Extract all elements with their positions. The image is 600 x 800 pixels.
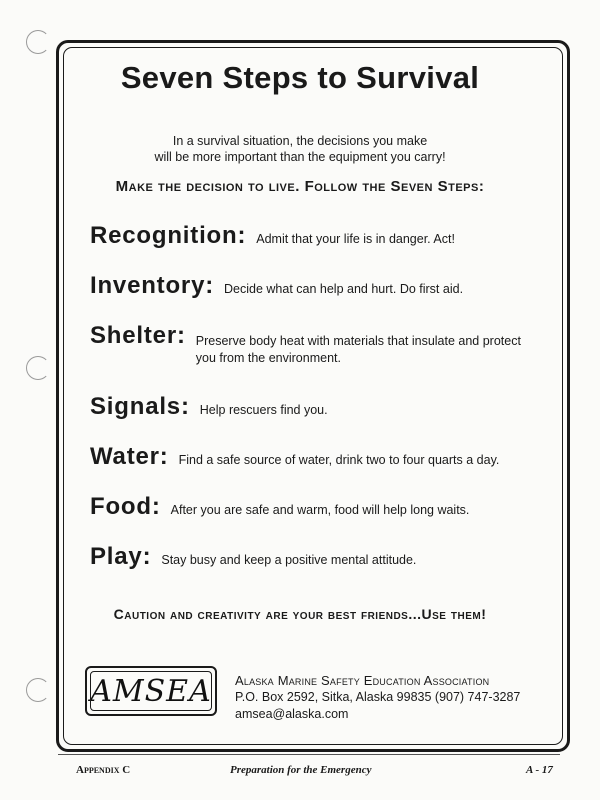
amsea-logo <box>85 666 217 716</box>
association-name: Alaska Marine Safety Education Association <box>235 673 490 688</box>
page-title: Seven Steps to Survival <box>120 60 480 95</box>
step-recognition <box>90 222 530 250</box>
step-name: Play: <box>90 543 152 570</box>
association-info <box>235 672 520 723</box>
page-number: A - 17 <box>526 764 553 776</box>
step-food <box>90 493 530 521</box>
footer-title: Preparation for the Emergency <box>230 764 372 776</box>
directive-heading: Make the decision to live. Follow the Seven Steps: <box>115 178 485 195</box>
logo-text: AMSEA <box>90 673 212 709</box>
footer-appendix: Appendix C <box>76 764 131 776</box>
step-inventory <box>90 272 530 300</box>
step-name: Inventory: <box>90 272 215 299</box>
step-name: Shelter: <box>90 322 186 349</box>
closing-statement: Caution and creativity are your best friends...Use them! <box>113 606 487 622</box>
step-water <box>90 443 530 471</box>
binder-hole <box>26 678 50 702</box>
intro-line: In a survival situation, the decisions you make <box>172 134 428 148</box>
association-email: amsea@alaska.com <box>235 707 349 721</box>
step-description: Find a safe source of water, drink two to four quarts a day. <box>178 453 500 467</box>
step-signals <box>90 393 530 421</box>
step-description: Stay busy and keep a positive mental attitude. <box>161 553 417 567</box>
step-description: Preserve body heat with materials that insulate and protect you from the environment. <box>195 334 521 365</box>
binder-hole <box>26 356 50 380</box>
step-description: Admit that your life is in danger. Act! <box>256 232 455 246</box>
step-description: After you are safe and warm, food will help long waits. <box>170 503 470 517</box>
step-name: Water: <box>90 443 169 470</box>
step-name: Signals: <box>90 393 190 420</box>
step-name: Food: <box>90 493 161 520</box>
step-play <box>90 543 530 571</box>
association-address: P.O. Box 2592, Sitka, Alaska 99835 (907) 747-3287 <box>235 690 521 704</box>
intro-text <box>0 133 600 165</box>
footer-divider <box>58 754 560 755</box>
step-description: Help rescuers find you. <box>199 403 328 417</box>
step-name: Recognition: <box>90 222 247 249</box>
step-description: Decide what can help and hurt. Do first aid. <box>224 282 464 296</box>
step-shelter <box>90 322 530 367</box>
binder-hole <box>26 30 50 54</box>
intro-line: will be more important than the equipment you carry! <box>154 150 446 164</box>
